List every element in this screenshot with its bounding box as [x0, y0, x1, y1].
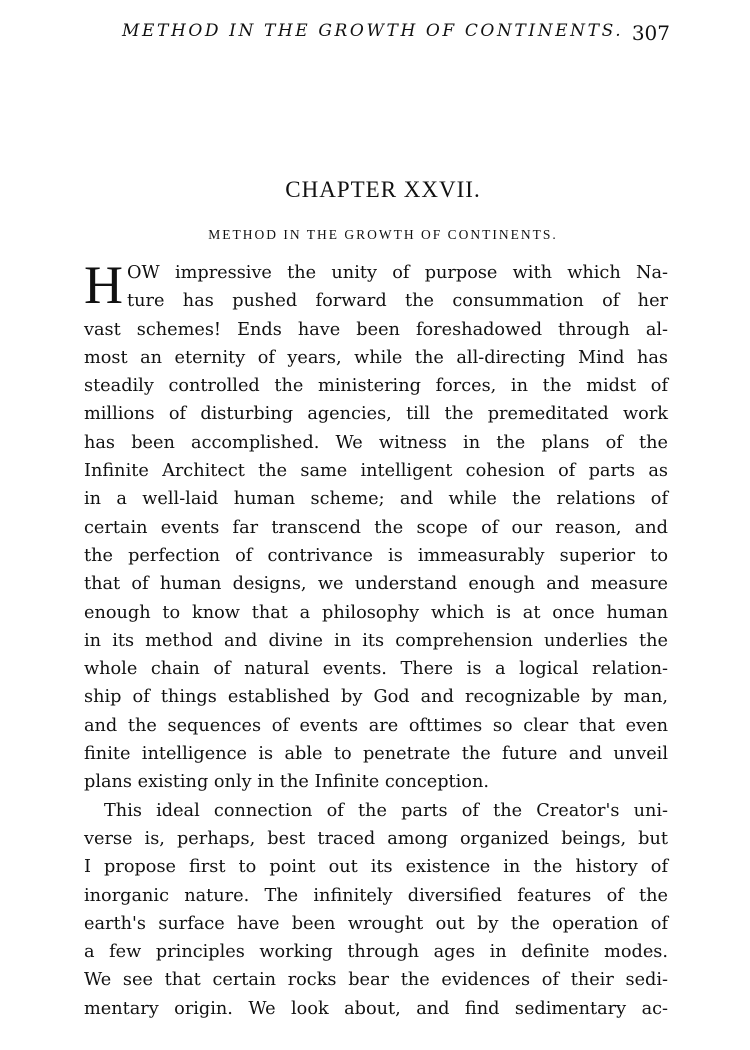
text-line: that of human designs, we understand enough and measure [84, 574, 668, 595]
running-head [110, 17, 670, 45]
text-line: the perfection of contrivance is immeasurably superior to [84, 545, 668, 566]
text-line: ture has pushed forward the consummation of her [127, 291, 668, 312]
page-number: 307 [631, 21, 670, 45]
text-line: millions of disturbing agencies, till the premeditated work [84, 404, 668, 425]
text-line: I propose first to point out its existence in the history of [84, 857, 668, 878]
text-line: Infinite Architect the same intelligent cohesion of parts as [84, 461, 668, 482]
text-line: whole chain of natural events. There is a logical relation- [84, 659, 668, 680]
text-line: verse is, perhaps, best traced among organized beings, but [84, 828, 668, 849]
drop-cap: H [84, 255, 123, 315]
paragraph-1 [84, 255, 668, 797]
text-line: certain events far transcend the scope of our reason, and [84, 517, 668, 538]
text-line: ship of things established by God and recognizable by man, [84, 687, 668, 708]
text-line: vast schemes! Ends have been foreshadowed through al- [84, 319, 668, 340]
text-line: finite intelligence is able to penetrate the future and unveil [84, 744, 668, 765]
text-line: a few principles working through ages in definite modes. [84, 942, 668, 963]
text-line: has been accomplished. We witness in the plans of the [84, 432, 668, 453]
text-line: earth's surface have been wrought out by the operation of [84, 913, 668, 934]
text-line: enough to know that a philosophy which is at once human [84, 602, 668, 623]
text-line: We see that certain rocks bear the evidences of their sedi- [84, 970, 668, 991]
text-line: OW impressive the unity of purpose with which Na- [127, 263, 668, 283]
running-head-title: METHOD IN THE GROWTH OF CONTINENTS. [122, 21, 624, 41]
chapter-title: METHOD IN THE GROWTH OF CONTINENTS. [208, 227, 558, 242]
text-line: most an eternity of years, while the all-directing Mind has [84, 347, 668, 368]
chapter-number: CHAPTER XXVII. [285, 177, 481, 202]
text-line: mentary origin. We look about, and find sedimentary ac- [84, 998, 668, 1019]
text-line: steadily controlled the ministering forces, in the midst of [84, 376, 668, 397]
paragraph-2 [84, 797, 668, 1023]
text-line: This ideal connection of the parts of the Creator's uni- [104, 800, 668, 821]
text-line: inorganic nature. The infinitely diversified features of the [84, 885, 668, 906]
text-line: in its method and divine in its comprehension underlies the [84, 630, 668, 651]
text-line: plans existing only in the Infinite conception. [84, 772, 489, 793]
body-text [84, 255, 668, 1023]
text-line: in a well-laid human scheme; and while the relations of [84, 489, 668, 510]
text-line: and the sequences of events are ofttimes so clear that even [84, 715, 668, 736]
